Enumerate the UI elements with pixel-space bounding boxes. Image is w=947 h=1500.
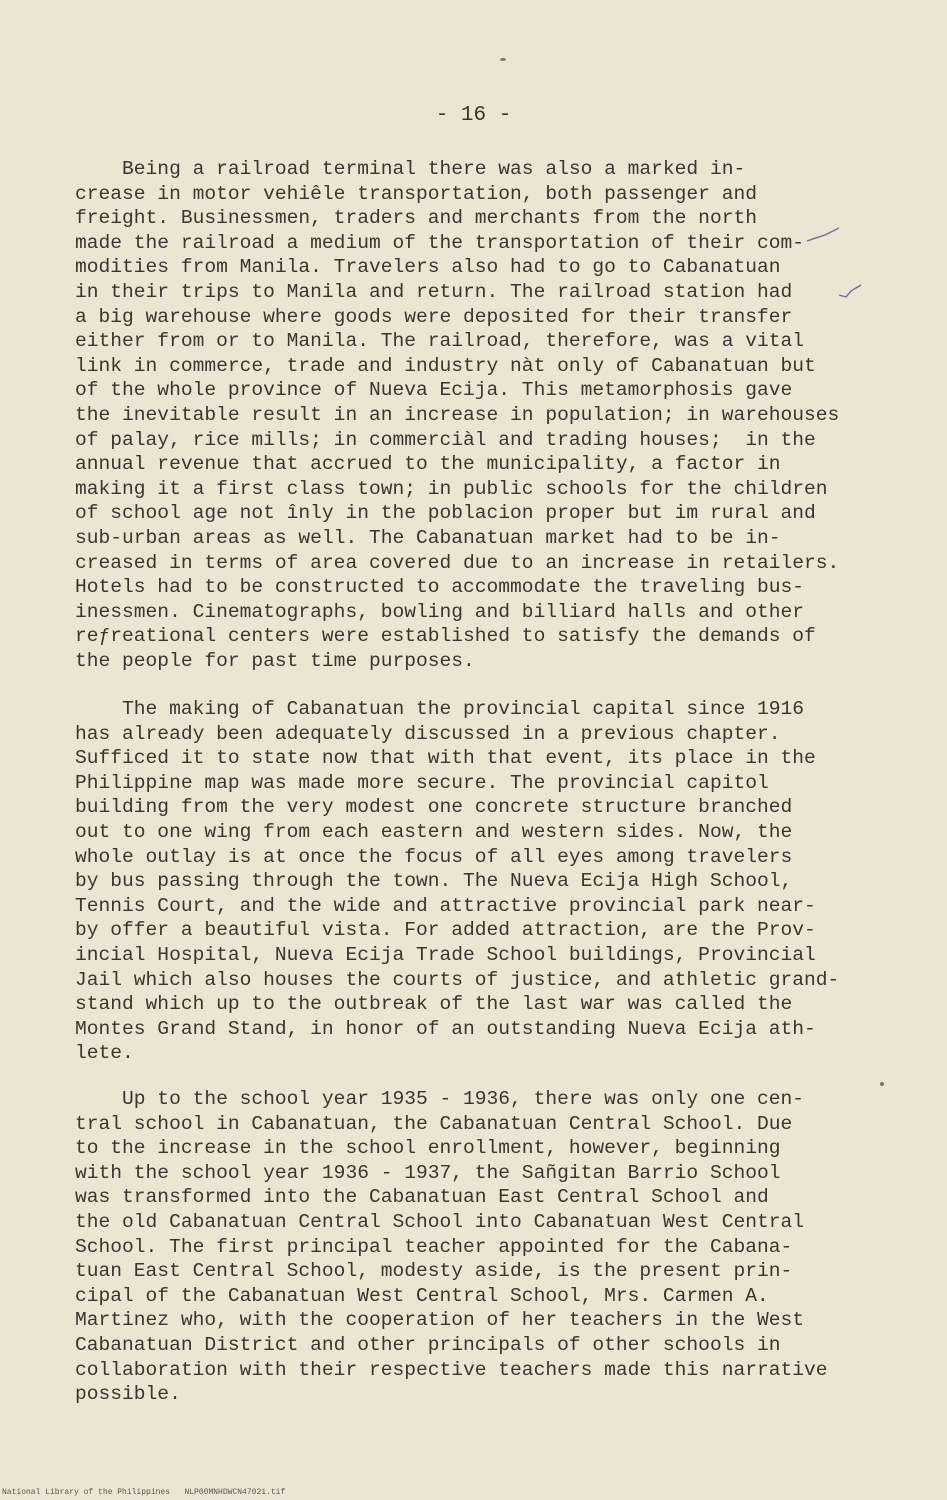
text-line: tuan East Central School, modesty aside, is the present prin- (75, 1260, 793, 1283)
text-line: building from the very modest one concrete structure branched (75, 796, 793, 819)
text-line: Hotels had to be constructed to accommodate the traveling bus- (75, 576, 805, 599)
text-line: tral school in Cabanatuan, the Cabanatuan Central School. Due (75, 1112, 793, 1135)
scan-speck (500, 58, 506, 61)
text-line: link in commerce, trade and industry nàt only of Cabanatuan but (75, 354, 816, 377)
text-line: the old Cabanatuan Central School into Cabanatuan West Central (75, 1210, 805, 1233)
text-line: Montes Grand Stand, in honor of an outstanding Nueva Ecija ath- (75, 1017, 816, 1040)
text-line: Sufficed it to state now that with that event, its place in the (75, 747, 816, 770)
text-line: of palay, rice mills; in commerciàl and trading houses; in the (75, 428, 816, 451)
text-line: collaboration with their respective teachers made this narrative (75, 1358, 828, 1381)
text-line: lete. (75, 1042, 134, 1065)
text-line: reƒreational centers were established to satisfy the demands of (75, 625, 816, 648)
text-line: either from or to Manila. The railroad, therefore, was a vital (75, 330, 805, 353)
text-line: inessmen. Cinematographs, bowling and billiard halls and other (75, 600, 805, 623)
text-line: of the whole province of Nueva Ecija. This metamorphosis gave (75, 379, 793, 402)
page-number: - 16 - (435, 104, 512, 127)
text-line: annual revenue that accrued to the municipality, a factor in (75, 453, 781, 476)
text-line: was transformed into the Cabanatuan East Central School and (75, 1186, 769, 1209)
text-line: whole outlay is at once the focus of all eyes among travelers (75, 845, 793, 868)
footer (2, 1488, 285, 1497)
paragraph-railroad (75, 157, 839, 673)
text-line: by offer a beautiful vista. For added attraction, are the Prov- (75, 919, 816, 942)
text-line: Martinez who, with the cooperation of her teachers in the West (75, 1309, 805, 1332)
footer-file-id: NLP00MNHDWCN47021.tif (184, 1488, 286, 1497)
text-line: Philippine map was made more secure. The provincial capitol (75, 771, 769, 794)
text-line: modities from Manila. Travelers also had to go to Cabanatuan (75, 256, 781, 279)
paragraph-provincial-capital (75, 697, 839, 1066)
text-line: creased in terms of area covered due to an increase in retailers. (75, 551, 840, 574)
text-line: Cabanatuan District and other principals of other schools in (75, 1333, 781, 1356)
text-line: in their trips to Manila and return. The railroad station had (75, 280, 793, 303)
text-line: Jail which also houses the courts of justice, and athletic grand- (75, 968, 840, 991)
text-line: crease in motor vehiêle transportation, both passenger and (75, 182, 757, 205)
text-line: with the school year 1936 - 1937, the Sañgitan Barrio School (75, 1161, 781, 1184)
text-line: made the railroad a medium of the transportation of their com- (75, 231, 805, 254)
text-line: of school age not înly in the poblacion proper but im rural and (75, 502, 816, 525)
text-line: The making of Cabanatuan the provincial capital since 1916 (75, 698, 805, 720)
text-line: to the increase in the school enrollment, however, beginning (75, 1137, 781, 1160)
text-line: Tennis Court, and the wide and attractive provincial park near- (75, 894, 816, 917)
text-line: incial Hospital, Nueva Ecija Trade School buildings, Provincial (75, 943, 816, 966)
text-line: Being a railroad terminal there was also a marked in- (75, 158, 746, 180)
text-line: sub-urban areas as well. The Cabanatuan market had to be in- (75, 526, 781, 549)
text-line: possible. (75, 1383, 181, 1406)
paragraph-central-school (75, 1087, 828, 1407)
scan-speck (880, 1082, 884, 1086)
text-line: making it a first class town; in public schools for the children (75, 477, 828, 500)
text-line: stand which up to the outbreak of the last war was called the (75, 993, 793, 1016)
text-line: the inevitable result in an increase in population; in warehouses (75, 403, 840, 426)
text-line: freight. Businessmen, traders and merchants from the north (75, 207, 757, 230)
text-line: by bus passing through the town. The Nueva Ecija High School, (75, 870, 793, 893)
text-line: Up to the school year 1935 - 1936, there was only one cen- (75, 1088, 805, 1110)
text-line: a big warehouse where goods were deposited for their transfer (75, 305, 793, 328)
text-line: has already been adequately discussed in a previous chapter. (75, 722, 781, 745)
text-line: School. The first principal teacher appointed for the Cabana- (75, 1235, 793, 1258)
footer-library: National Library of the Philippines (2, 1488, 171, 1497)
text-line: cipal of the Cabanatuan West Central School, Mrs. Carmen A. (75, 1284, 769, 1307)
text-line: out to one wing from each eastern and western sides. Now, the (75, 820, 793, 843)
text-line: the people for past time purposes. (75, 649, 475, 672)
